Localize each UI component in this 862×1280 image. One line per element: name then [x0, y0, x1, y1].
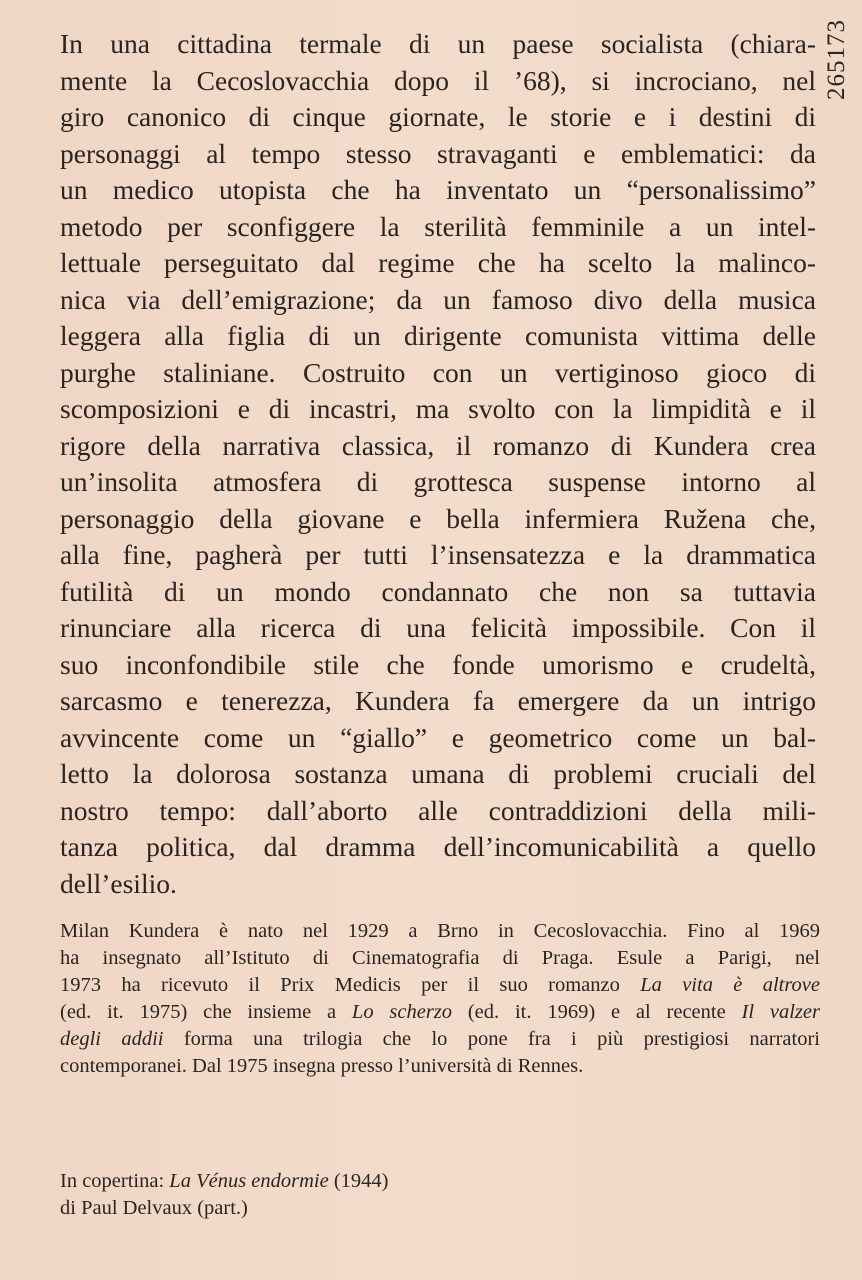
text-segment: 1973 ha ricevuto il Prix Medicis per il suo romanzo	[60, 974, 641, 996]
text-line	[60, 1168, 389, 1195]
text-line	[60, 1195, 389, 1222]
text-line: sarcasmo e tenerezza, Kundera fa emergere da un intrigo	[60, 685, 816, 716]
text-line: nostro tempo: dall’aborto alle contraddizioni della mili-	[60, 794, 816, 826]
catalog-number: 265173	[823, 19, 850, 100]
cover-caption	[60, 1168, 389, 1222]
text-line: purghe staliniane. Costruito con un vertiginoso gioco di	[60, 356, 816, 388]
text-line: personaggio della giovane e bella infermiera Ružena che,	[60, 502, 816, 534]
text-line: metodo per sconfiggere la sterilità femminile a un intel-	[60, 210, 816, 242]
italic-title: Lo scherzo	[351, 1001, 453, 1023]
text-segment: (1944)	[328, 1170, 389, 1192]
blurb-paragraph	[60, 26, 816, 902]
text-segment: ha insegnato all’Istituto di Cinematografia di Praga. Esule a Parigi, nel	[60, 947, 820, 969]
text-line: In una cittadina termale di un paese socialista (chiara-	[60, 28, 816, 59]
text-line: mente la Cecoslovacchia dopo il ’68), si incrociano, nel	[60, 64, 816, 96]
text-line: rigore della narrativa classica, il romanzo di Kundera crea	[60, 429, 816, 461]
text-line: un’insolita atmosfera di grottesca suspense intorno al	[60, 466, 816, 497]
text-segment: di Paul Delvaux (part.)	[60, 1197, 248, 1219]
italic-title: La Vénus endormie	[169, 1170, 329, 1192]
text-line: tanza politica, dal dramma dell’incomunicabilità a quello	[60, 831, 816, 862]
text-segment: (ed. it. 1975) che insieme a	[60, 1001, 352, 1023]
text-line: letto la dolorosa sostanza umana di problemi cruciali del	[60, 758, 816, 789]
text-line: suo inconfondibile stile che fonde umorismo e crudeltà,	[60, 648, 816, 680]
text-line	[60, 918, 820, 945]
text-segment: In copertina:	[60, 1170, 170, 1192]
text-segment: forma una trilogia che lo pone fra i più prestigiosi narratori	[163, 1028, 820, 1050]
text-line: futilità di un mondo condannato che non sa tuttavia	[60, 575, 816, 607]
italic-title: Il valzer	[741, 1001, 820, 1023]
text-line: giro canonico di cinque giornate, le storie e i destini di	[60, 101, 816, 132]
text-line: personaggi al tempo stesso stravaganti e emblematici: da	[60, 137, 816, 169]
italic-title: degli addii	[60, 1028, 164, 1050]
text-segment: Milan Kundera è nato nel 1929 a Brno in Cecoslovacchia. Fino al 1969	[60, 920, 820, 942]
text-line: nica via dell’emigrazione; da un famoso divo della musica	[60, 283, 816, 315]
text-line: dell’esilio.	[60, 867, 177, 899]
author-bio-paragraph	[60, 918, 820, 1080]
text-line: rinunciare alla ricerca di una felicità impossibile. Con il	[60, 612, 816, 643]
text-segment: (ed. it. 1969) e al recente	[452, 1001, 742, 1023]
text-line: avvincente come un “giallo” e geometrico come un bal-	[60, 721, 816, 753]
text-segment: contemporanei. Dal 1975 insegna presso l’università di Rennes.	[60, 1055, 584, 1077]
text-line: scomposizioni e di incastri, ma svolto con la limpidità e il	[60, 393, 816, 424]
text-line	[60, 999, 820, 1026]
text-line: un medico utopista che ha inventato un “personalissimo”	[60, 174, 816, 205]
text-line	[60, 972, 820, 999]
text-line: leggera alla figlia di un dirigente comunista vittima delle	[60, 320, 816, 351]
italic-title: La vita è altrove	[640, 974, 821, 996]
text-line: alla fine, pagherà per tutti l’insensatezza e la drammatica	[60, 539, 816, 570]
text-line	[60, 1026, 820, 1053]
text-line	[60, 945, 820, 972]
text-line	[60, 1053, 820, 1080]
text-line: lettuale perseguitato dal regime che ha scelto la malinco-	[60, 247, 816, 278]
